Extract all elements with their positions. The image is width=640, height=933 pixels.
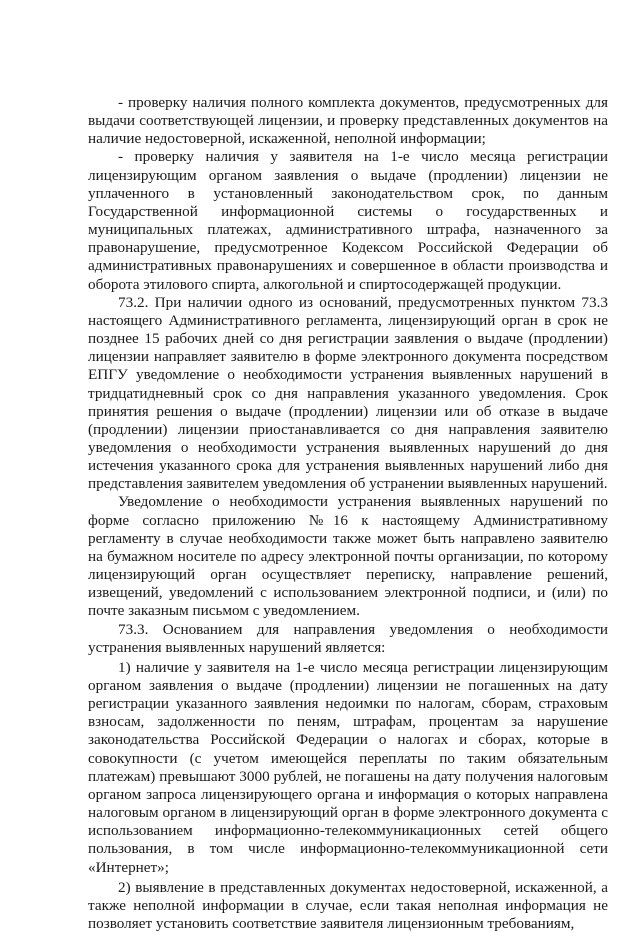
paragraph-document-completeness-check: - проверку наличия полного комплекта документов, предусмотренных для выдачи соответствующей лицензии, и проверку представленных документов на наличие недостоверной, искаженной, неполной информации;: [88, 94, 608, 148]
paragraph-73-3: 73.3. Основанием для направления уведомления о необходимости устранения выявленных нарушений является:: [88, 620, 608, 656]
paragraph-fine-check: - проверку наличия у заявителя на 1-е число месяца регистрации лицензирующим органом заявления о выдаче (продлении) лицензии не уплаченного в установленный законодательством срок, по данным Государственной информационной системы о государственных и муниципальных платежах, административного штрафа, назначенного за правонарушение, предусмотренное Кодексом Российской Федерации об административных правонарушениях и совершенное в области производства и оборота этилового спирта, алкогольной и спиртосодержащей продукции.: [88, 148, 608, 293]
paragraph-item-1: 1) наличие у заявителя на 1-е число месяца регистрации лицензирующим органом заявления о выдаче (продлении) лицензии не погашенных на дату регистрации указанного заявления недоимки по налогам, сборам, страховым взносам, задолженности по пеням, штрафам, процентам за нарушение законодательства Российской Федерации о налогах и сборах, которые в совокупности (с учетом имеющейся переплаты по таким обязательным платежам) превышают 3000 рублей, не погашены на дату получения налоговым органом запроса лицензирующего органа и информация о которых направлена налоговым органом в лицензирующий орган в форме электронного документа с использованием информационно-телекоммуникационных сетей общего пользования, в том числе информационно-телекоммуникационной сети «Интернет»;: [88, 658, 608, 876]
paragraph-73-2: 73.2. При наличии одного из оснований, предусмотренных пунктом 73.3 настоящего Административного регламента, лицензирующий орган в срок не позднее 15 рабочих дней со дня регистрации заявления о выдаче (продлении) лицензии направляет заявителю в форме электронного документа посредством ЕПГУ уведомление о необходимости устранения выявленных нарушений в тридцатидневный срок со дня направления указанного уведомления. Срок принятия решения о выдаче (продлении) лицензии или об отказе в выдаче (продлении) лицензии приостанавливается со дня направления заявителю уведомления о необходимости устранения выявленных нарушений до дня истечения указанного срока для устранения выявленных нарушений либо дня представления заявителем уведомления об устранении выявленных нарушений.: [88, 293, 608, 493]
paragraph-item-2: 2) выявление в представленных документах недостоверной, искаженной, а также неполной информации в случае, если такая неполная информация не позволяет установить соответствие заявителя лицензионным требованиям,: [88, 878, 608, 933]
paragraph-notification-delivery: Уведомление о необходимости устранения выявленных нарушений по форме согласно приложению №16 к настоящему Административному регламенту в случае необходимости также может быть направлено заявителю на бумажном носителе по адресу электронной почты организации, по которому лицензирующий орган осуществляет переписку, направление решений, извещений, уведомлений с использованием электронной подписи, и (или) по почте заказным письмом с уведомлением.: [88, 493, 608, 620]
document-body: [88, 94, 608, 933]
